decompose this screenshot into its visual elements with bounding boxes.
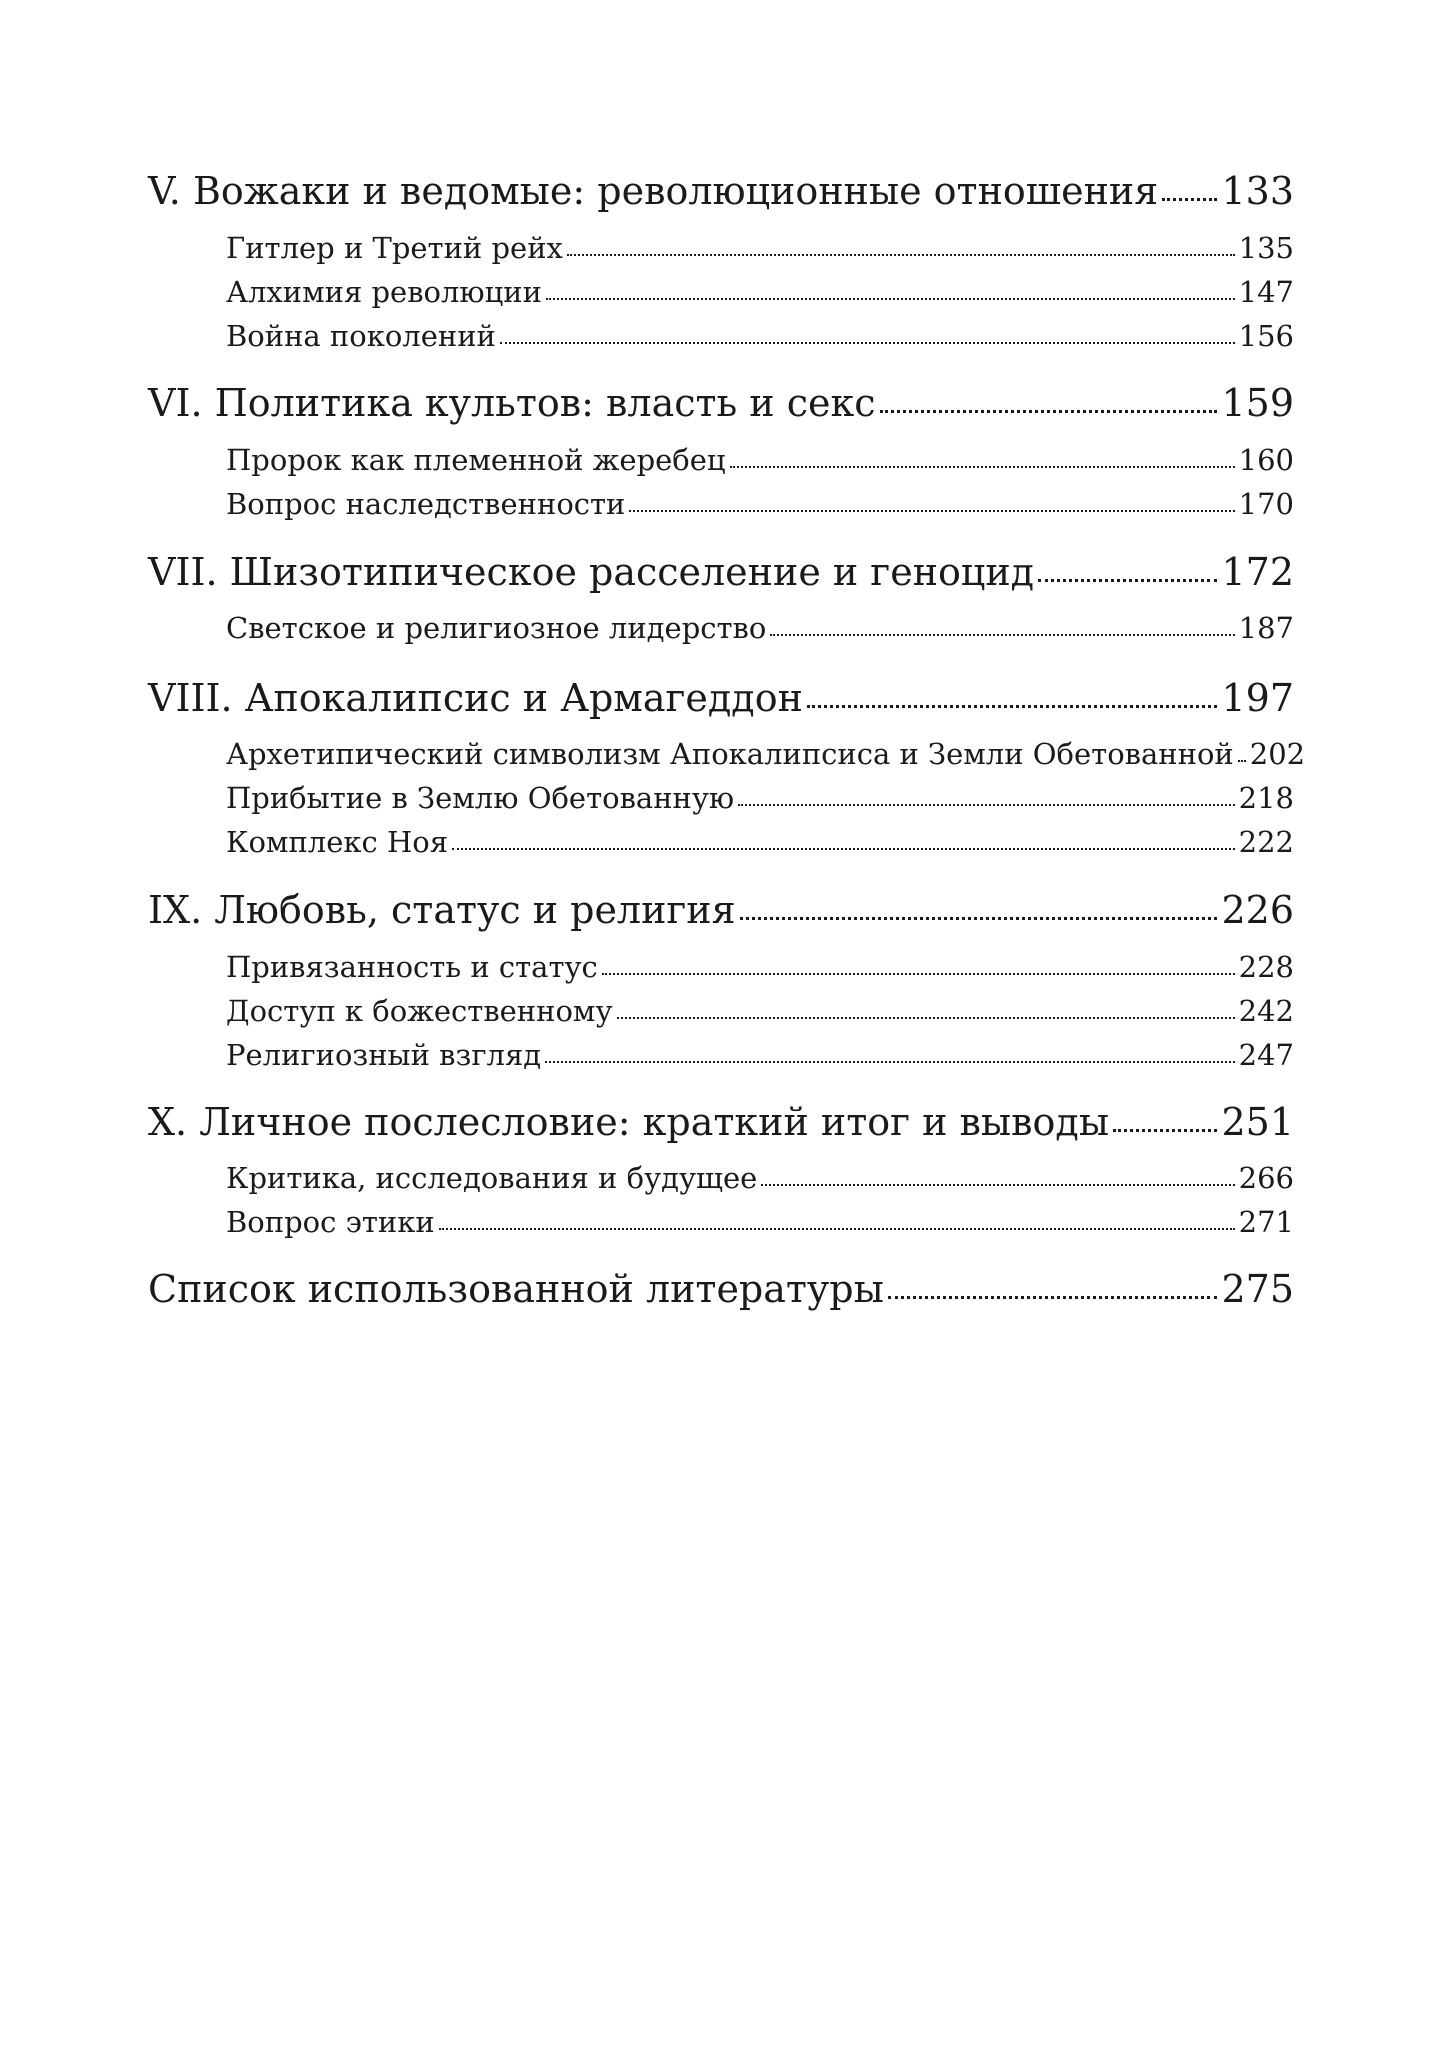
section-title: Вопрос наследственности <box>226 487 626 521</box>
toc-section <box>226 487 1294 521</box>
section-page-number: 202 <box>1249 737 1306 771</box>
section-page-number: 156 <box>1238 319 1294 353</box>
section-title: Доступ к божественному <box>226 994 613 1028</box>
chapter-page-number: 172 <box>1221 550 1294 594</box>
dot-leader <box>617 1017 1235 1019</box>
toc-section <box>226 994 1294 1028</box>
section-title: Гитлер и Третий рейх <box>226 231 563 265</box>
dot-leader <box>567 254 1235 256</box>
dot-leader <box>545 1061 1235 1063</box>
section-title: Светское и религиозное лидерство <box>226 611 767 645</box>
dot-leader <box>1113 1129 1217 1132</box>
toc-chapter-vii <box>148 550 1294 594</box>
section-title: Вопрос этики <box>226 1205 435 1239</box>
section-page-number: 228 <box>1238 950 1294 984</box>
section-page-number: 247 <box>1238 1038 1294 1072</box>
chapter-title: VI. Политика культов: власть и секс <box>148 381 876 425</box>
chapter-title: VII. Шизотипическое расселение и геноцид <box>148 550 1035 594</box>
section-page-number: 271 <box>1238 1205 1294 1239</box>
section-title: Война поколений <box>226 319 496 353</box>
toc-section <box>226 611 1294 645</box>
dot-leader <box>1038 579 1217 582</box>
chapter-title: X. Личное послесловие: краткий итог и выводы <box>148 1100 1110 1144</box>
toc-section <box>226 319 1294 353</box>
toc-chapter-viii <box>148 676 1294 720</box>
section-title: Критика, исследования и будущее <box>226 1161 758 1195</box>
toc-chapter-x <box>148 1100 1294 1144</box>
dot-leader <box>500 342 1235 344</box>
dot-leader <box>770 634 1234 636</box>
toc-chapter-ix <box>148 888 1294 932</box>
toc-section <box>226 950 1294 984</box>
dot-leader <box>888 1296 1218 1299</box>
section-page-number: 135 <box>1238 231 1294 265</box>
toc-section <box>226 1205 1294 1239</box>
section-title: Архетипический символизм Апокалипсиса и Земли Обетованной <box>226 737 1234 771</box>
toc-section <box>226 231 1294 265</box>
chapter-page-number: 275 <box>1221 1267 1294 1311</box>
section-page-number: 160 <box>1238 443 1294 477</box>
dot-leader <box>738 804 1234 806</box>
chapter-title: Список использованной литературы <box>148 1267 884 1311</box>
toc-section <box>226 1161 1294 1195</box>
dot-leader <box>452 848 1235 850</box>
chapter-page-number: 197 <box>1221 676 1294 720</box>
section-title: Пророк как племенной жеребец <box>226 443 726 477</box>
dot-leader <box>602 973 1235 975</box>
section-page-number: 187 <box>1238 611 1294 645</box>
chapter-page-number: 159 <box>1221 381 1294 425</box>
dot-leader <box>439 1228 1235 1230</box>
section-page-number: 222 <box>1238 825 1294 859</box>
toc-section <box>226 737 1306 771</box>
section-title: Религиозный взгляд <box>226 1038 542 1072</box>
toc-section <box>226 275 1294 309</box>
toc-section <box>226 781 1294 815</box>
chapter-page-number: 133 <box>1221 169 1294 213</box>
dot-leader <box>730 466 1235 468</box>
section-page-number: 147 <box>1238 275 1294 309</box>
chapter-title: VIII. Апокалипсис и Армагеддон <box>148 676 803 720</box>
section-title: Комплекс Ноя <box>226 825 449 859</box>
section-page-number: 218 <box>1238 781 1294 815</box>
toc-chapter-vi <box>148 381 1294 425</box>
section-page-number: 266 <box>1238 1161 1294 1195</box>
chapter-page-number: 251 <box>1221 1100 1294 1144</box>
dot-leader <box>1162 198 1217 201</box>
dot-leader <box>546 298 1235 300</box>
dot-leader <box>740 917 1218 920</box>
chapter-page-number: 226 <box>1221 888 1294 932</box>
toc-bibliography <box>148 1267 1294 1311</box>
toc-section <box>226 825 1294 859</box>
section-title: Привязанность и статус <box>226 950 598 984</box>
section-page-number: 242 <box>1238 994 1294 1028</box>
chapter-title: V. Вожаки и ведомые: революционные отношения <box>148 169 1159 213</box>
section-title: Прибытие в Землю Обетованную <box>226 781 735 815</box>
section-page-number: 170 <box>1238 487 1294 521</box>
toc-chapter-v <box>148 169 1294 213</box>
dot-leader <box>1238 760 1246 762</box>
dot-leader <box>761 1184 1234 1186</box>
dot-leader <box>807 705 1218 708</box>
chapter-title: IX. Любовь, статус и религия <box>148 888 736 932</box>
toc-section <box>226 443 1294 477</box>
toc-section <box>226 1038 1294 1072</box>
dot-leader <box>629 510 1234 512</box>
dot-leader <box>880 410 1218 413</box>
section-title: Алхимия революции <box>226 275 542 309</box>
